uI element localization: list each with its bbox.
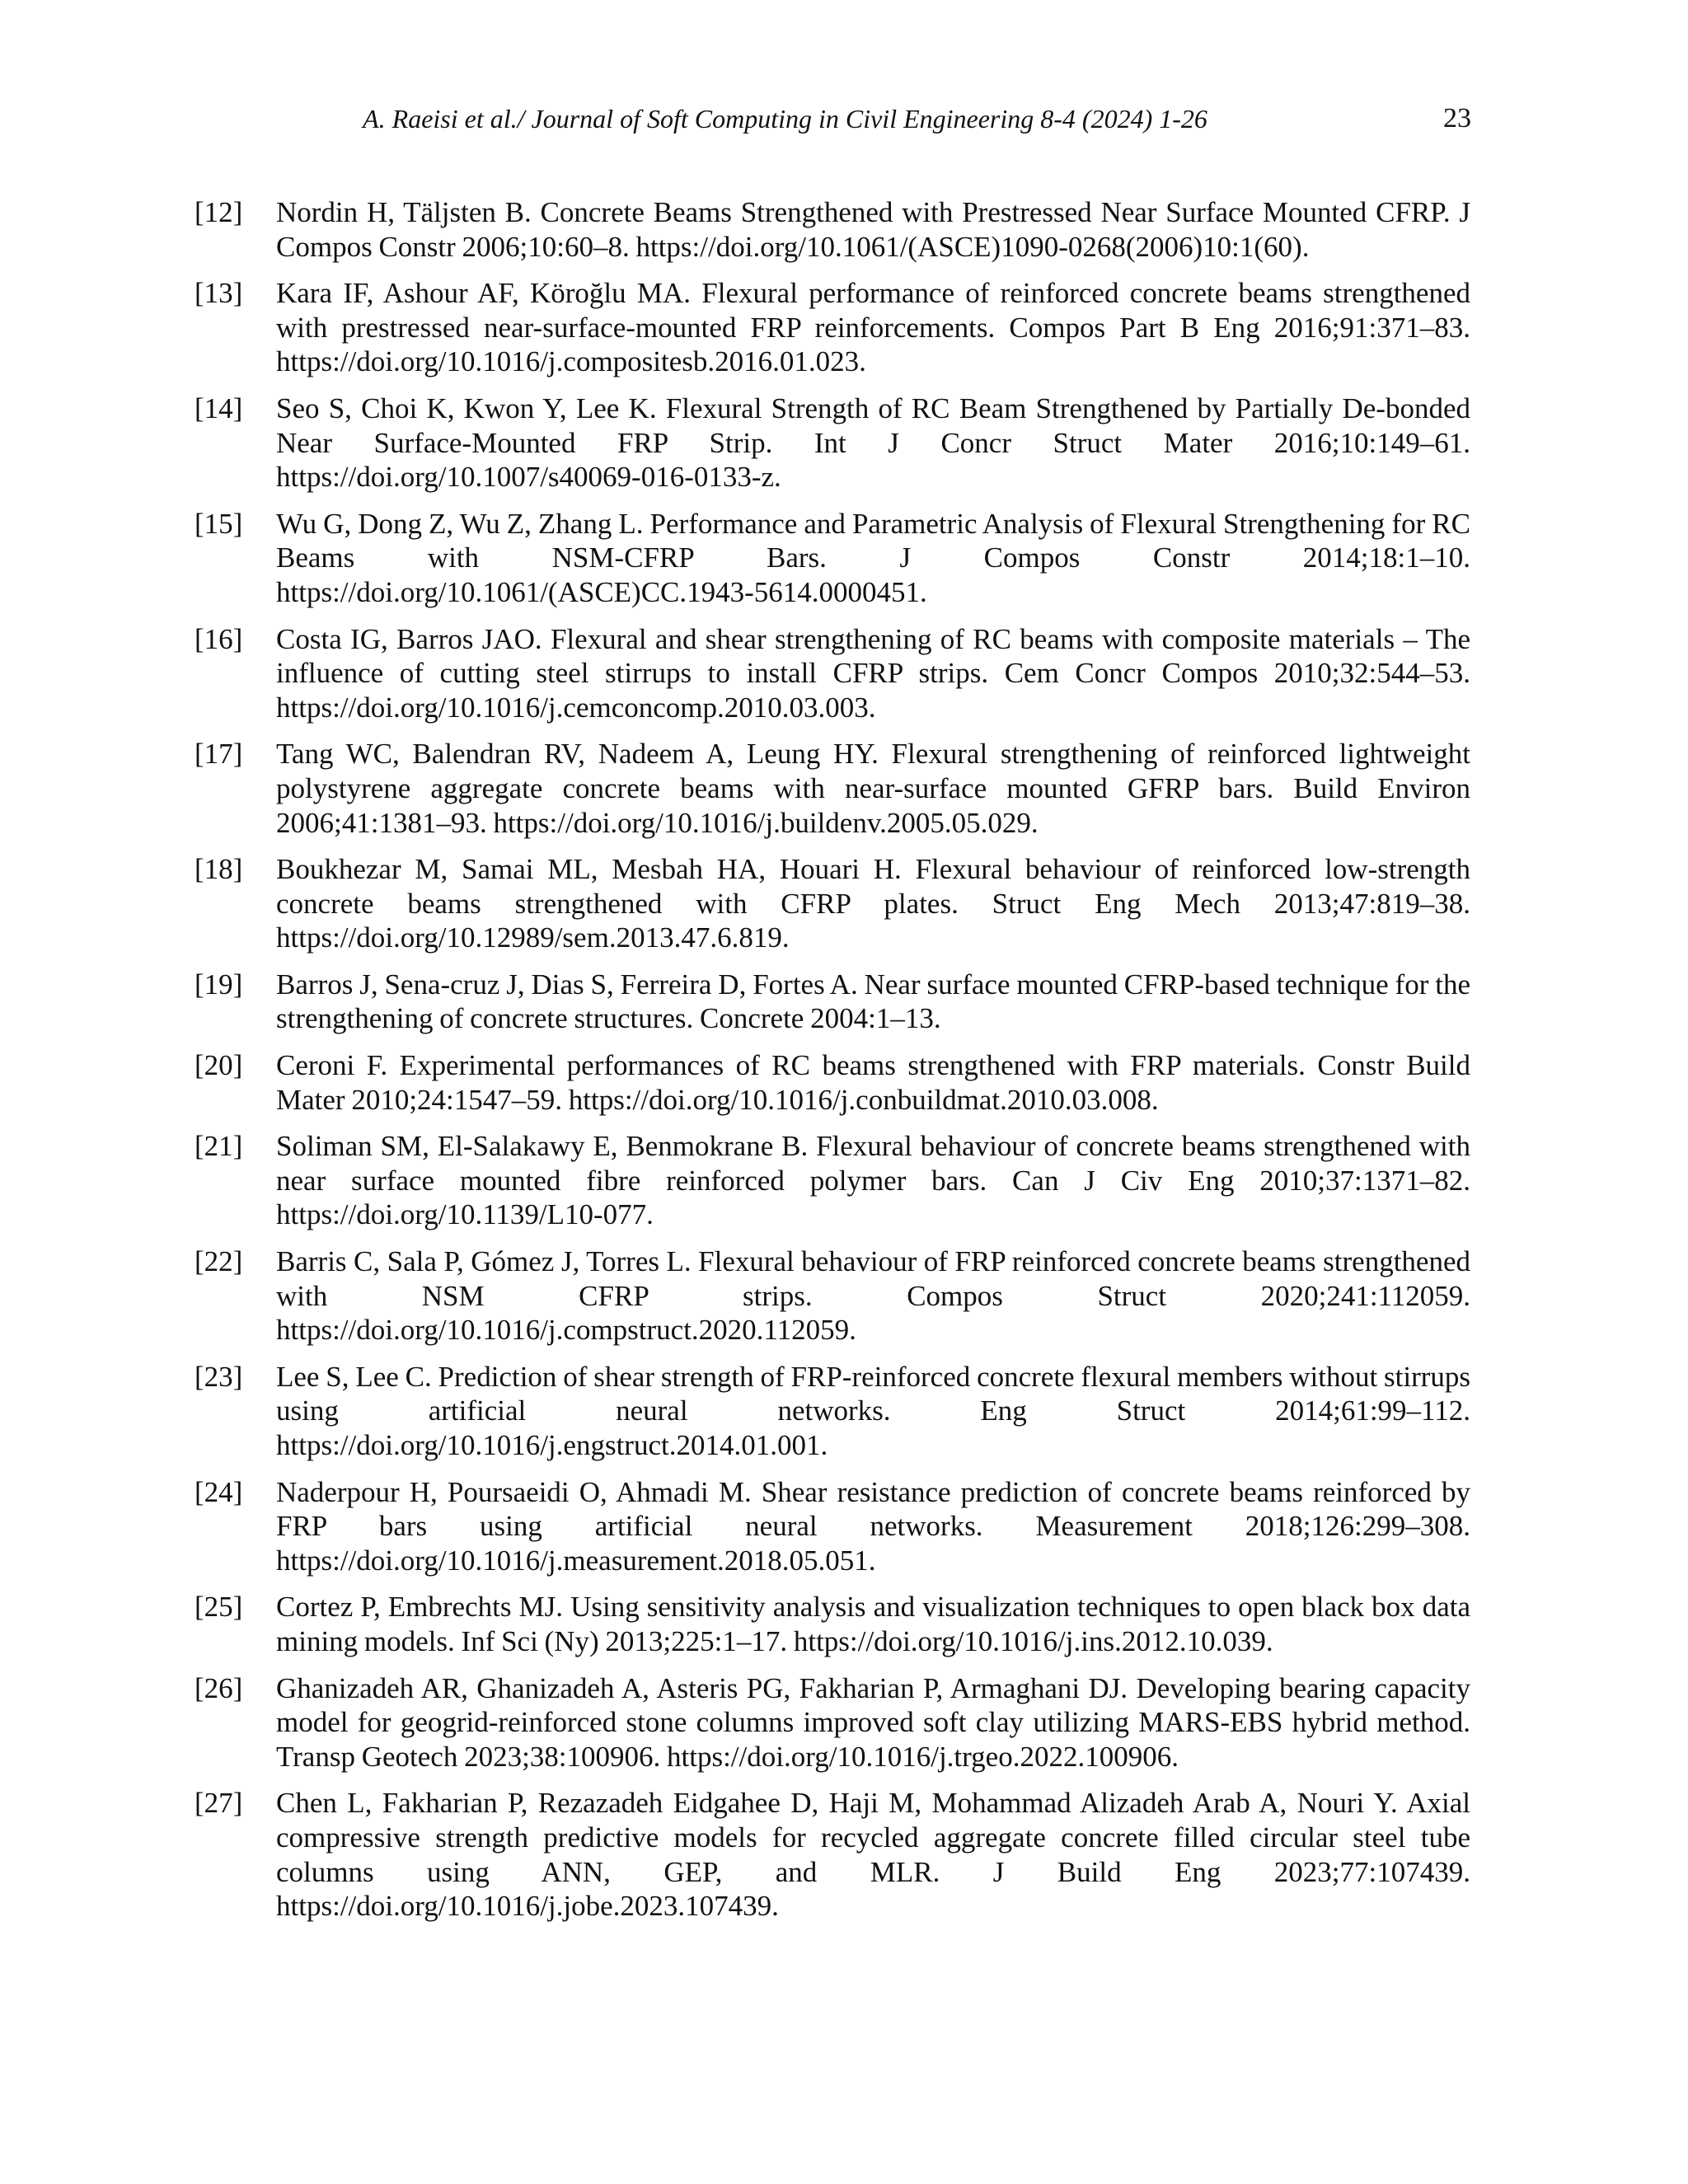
reference-item: [195, 1590, 1470, 1658]
reference-item: [195, 1048, 1470, 1117]
reference-item: [195, 737, 1470, 840]
reference-text: Naderpour H, Poursaeidi O, Ahmadi M. Shear resistance prediction of concrete beams reinforced by FRP bars using artificial neural networks. Measurement 2018;126:299–308. https://doi.org/10.1016/j.measurement.2018.05.051.: [276, 1475, 1470, 1577]
reference-item: [195, 276, 1470, 379]
reference-text: Wu G, Dong Z, Wu Z, Zhang L. Performance and Parametric Analysis of Flexural Strengthening for RC Beams with NSM-CFRP Bars. J Compos Constr 2014;18:1–10. https://doi.org/10.1061/(ASCE)CC.1943-5614.0000451.: [276, 507, 1470, 608]
reference-item: [195, 968, 1470, 1036]
reference-number: [26]: [195, 1671, 243, 1704]
reference-number: [19]: [195, 968, 243, 1001]
reference-text: Barris C, Sala P, Gómez J, Torres L. Flexural behaviour of FRP reinforced concrete beams strengthened with NSM CFRP strips. Compos Struct 2020;241:112059. https://doi.org/10.1016/j.compstruct.2020.112059.: [276, 1245, 1470, 1347]
reference-number: [21]: [195, 1130, 243, 1163]
reference-item: [195, 195, 1470, 264]
reference-number: [16]: [195, 622, 243, 655]
reference-text: Boukhezar M, Samai ML, Mesbah HA, Houari H. Flexural behaviour of reinforced low-strength concrete beams strengthened with CFRP plates. Struct Eng Mech 2013;47:819–38. https://doi.org/10.12989/sem.2013.47.6.819.: [276, 853, 1470, 954]
reference-text: Costa IG, Barros JAO. Flexural and shear strengthening of RC beams with composite materials – The influence of cutting steel stirrups to install CFRP strips. Cem Concr Compos 2010;32:544–53. https://doi.org/10.1016/j.cemconcomp.2010.03.003.: [276, 622, 1470, 724]
reference-text: Lee S, Lee C. Prediction of shear strength of FRP-reinforced concrete flexural members without stirrups using artificial neural networks. Eng Struct 2014;61:99–112. https://doi.org/10.1016/j.engstruct.2014.01.001.: [276, 1360, 1470, 1461]
reference-text: Cortez P, Embrechts MJ. Using sensitivity analysis and visualization techniques to open black box data mining models. Inf Sci (Ny) 2013;225:1–17. https://doi.org/10.1016/j.ins.2012.10.039.: [276, 1591, 1470, 1657]
reference-number: [12]: [195, 196, 243, 228]
reference-number: [24]: [195, 1475, 243, 1508]
reference-text: Tang WC, Balendran RV, Nadeem A, Leung HY. Flexural strengthening of reinforced lightweight polystyrene aggregate concrete beams with near-surface mounted GFRP bars. Build Environ 2006;41:1381–93. https://doi.org/10.1016/j.buildenv.2005.05.029.: [276, 738, 1470, 839]
reference-number: [22]: [195, 1245, 243, 1278]
reference-number: [27]: [195, 1787, 243, 1820]
reference-number: [14]: [195, 391, 243, 424]
reference-text: Chen L, Fakharian P, Rezazadeh Eidgahee D, Haji M, Mohammad Alizadeh Arab A, Nouri Y. Axial compressive strength predictive models for recycled aggregate concrete filled circular steel tube columns using ANN, GEP, and MLR. J Build Eng 2023;77:107439. https://doi.org/10.1016/j.jobe.2023.107439.: [276, 1787, 1470, 1923]
reference-list: [195, 195, 1470, 1936]
reference-number: [25]: [195, 1591, 243, 1624]
reference-text: Ghanizadeh AR, Ghanizadeh A, Asteris PG, Fakharian P, Armaghani DJ. Developing bearing capacity model for geogrid-reinforced stone columns improved soft clay utilizing MARS-EBS hybrid method. Transp Geotech 2023;38:100906. https://doi.org/10.1016/j.trgeo.2022.100906.: [276, 1671, 1470, 1773]
reference-item: [195, 1244, 1470, 1347]
journal-citation-line: A. Raeisi et al./ Journal of Soft Computing in Civil Engineering 8-4 (2024) 1-26: [363, 104, 1207, 134]
reference-item: [195, 391, 1470, 494]
reference-item: [195, 1475, 1470, 1578]
reference-number: [18]: [195, 853, 243, 886]
reference-text: Barros J, Sena-cruz J, Dias S, Ferreira D, Fortes A. Near surface mounted CFRP-based technique for the strengthening of concrete structures. Concrete 2004:1–13.: [276, 968, 1470, 1035]
reference-number: [20]: [195, 1049, 243, 1082]
reference-number: [13]: [195, 277, 243, 310]
reference-item: [195, 1671, 1470, 1774]
reference-text: Seo S, Choi K, Kwon Y, Lee K. Flexural Strength of RC Beam Strengthened by Partially De-bonded Near Surface-Mounted FRP Strip. Int J Concr Struct Mater 2016;10:149–61. https://doi.org/10.1007/s40069-016-0133-z.: [276, 391, 1470, 494]
page-number: 23: [1443, 103, 1471, 134]
reference-text: Ceroni F. Experimental performances of RC beams strengthened with FRP materials. Constr Build Mater 2010;24:1547–59. https://doi.org/10.1016/j.conbuildmat.2010.03.008.: [276, 1049, 1470, 1116]
reference-item: [195, 1786, 1470, 1923]
reference-item: [195, 1129, 1470, 1232]
reference-text: Nordin H, Täljsten B. Concrete Beams Strengthened with Prestressed Near Surface Mounted CFRP. J Compos Constr 2006;10:60–8. https://doi.org/10.1061/(ASCE)1090-0268(2006)10:1(60).: [276, 196, 1470, 263]
reference-number: [23]: [195, 1360, 243, 1393]
reference-text: Soliman SM, El-Salakawy E, Benmokrane B. Flexural behaviour of concrete beams strengthened with near surface mounted fibre reinforced polymer bars. Can J Civ Eng 2010;37:1371–82. https://doi.org/10.1139/L10-077.: [276, 1130, 1470, 1231]
reference-number: [15]: [195, 507, 243, 540]
reference-text: Kara IF, Ashour AF, Köroğlu MA. Flexural performance of reinforced concrete beams strengthened with prestressed near-surface-mounted FRP reinforcements. Compos Part B Eng 2016;91:371–83. https://doi.org/10.1016/j.compositesb.2016.01.023.: [276, 277, 1470, 378]
reference-item: [195, 1360, 1470, 1463]
reference-item: [195, 507, 1470, 610]
reference-item: [195, 852, 1470, 955]
reference-number: [17]: [195, 738, 243, 771]
reference-item: [195, 622, 1470, 725]
running-header: [276, 101, 1471, 137]
